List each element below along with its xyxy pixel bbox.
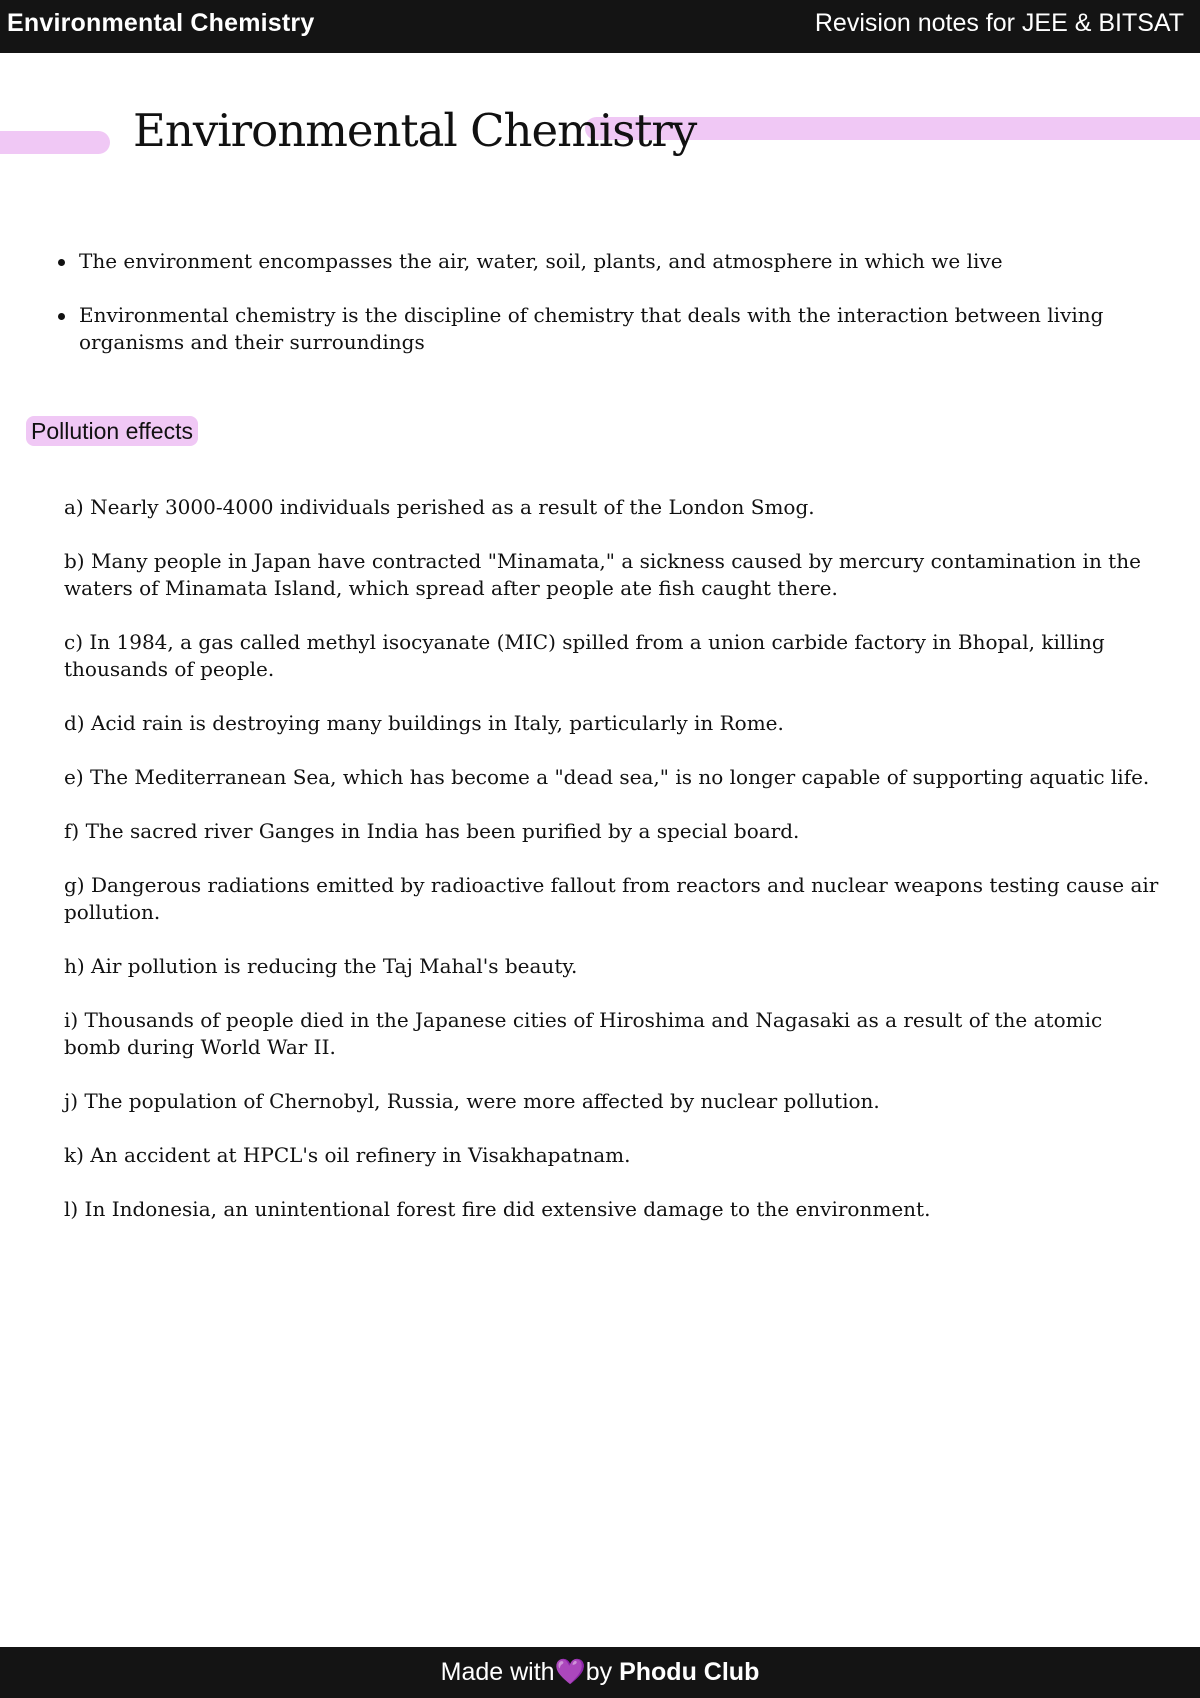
bullet-dot-icon: [58, 313, 65, 320]
list-item: a) Nearly 3000-4000 individuals perished as a result of the London Smog.: [64, 495, 815, 519]
heart-icon: 💜: [554, 1658, 586, 1686]
intro-bullet: [58, 302, 1118, 356]
footer-made-with: Made with: [440, 1658, 555, 1686]
list-item: e) The Mediterranean Sea, which has become a "dead sea," is no longer capable of supporting aquatic life.: [64, 765, 1150, 789]
list-item: b) Many people in Japan have contracted "Minamata," a sickness caused by mercury contamination in the waters of Minamata Island, which spread after people ate fish caught there.: [64, 549, 1141, 600]
section-heading-pollution-effects: Pollution effects: [26, 416, 198, 446]
intro-bullet: [58, 248, 1118, 275]
intro-bullet-list: [58, 248, 1118, 383]
bullet-dot-icon: [58, 259, 65, 266]
list-item: l) In Indonesia, an unintentional forest fire did extensive damage to the environment.: [64, 1197, 931, 1221]
header-title: Environmental Chemistry: [7, 9, 315, 37]
title-highlight-left: [0, 131, 110, 154]
top-header-bar: [0, 0, 1200, 53]
intro-bullet-text: The environment encompasses the air, water, soil, plants, and atmosphere in which we live: [79, 249, 1003, 273]
footer-brand: Phodu Club: [619, 1658, 760, 1686]
footer-bar: [0, 1647, 1200, 1698]
list-item: h) Air pollution is reducing the Taj Mahal's beauty.: [64, 954, 578, 978]
list-item: k) An accident at HPCL's oil refinery in Visakhapatnam.: [64, 1143, 631, 1167]
intro-bullet-text: Environmental chemistry is the discipline of chemistry that deals with the interaction between living organisms and their surroundings: [79, 303, 1104, 354]
list-item: j) The population of Chernobyl, Russia, were more affected by nuclear pollution.: [64, 1089, 880, 1113]
list-item: g) Dangerous radiations emitted by radioactive fallout from reactors and nuclear weapons testing cause air pollution.: [64, 873, 1159, 924]
list-item: c) In 1984, a gas called methyl isocyanate (MIC) spilled from a union carbide factory in Bhopal, killing thousands of people.: [64, 630, 1105, 681]
footer-by: by: [585, 1658, 613, 1686]
list-item: d) Acid rain is destroying many buildings in Italy, particularly in Rome.: [64, 711, 784, 735]
list-item: i) Thousands of people died in the Japanese cities of Hiroshima and Nagasaki as a result of the atomic bomb during World War II.: [64, 1008, 1103, 1059]
page-title: Environmental Chemistry: [133, 104, 697, 157]
pollution-effects-list: [64, 494, 1164, 1250]
list-item: f) The sacred river Ganges in India has been purified by a special board.: [64, 819, 800, 843]
header-subtitle: Revision notes for JEE & BITSAT: [814, 9, 1184, 37]
